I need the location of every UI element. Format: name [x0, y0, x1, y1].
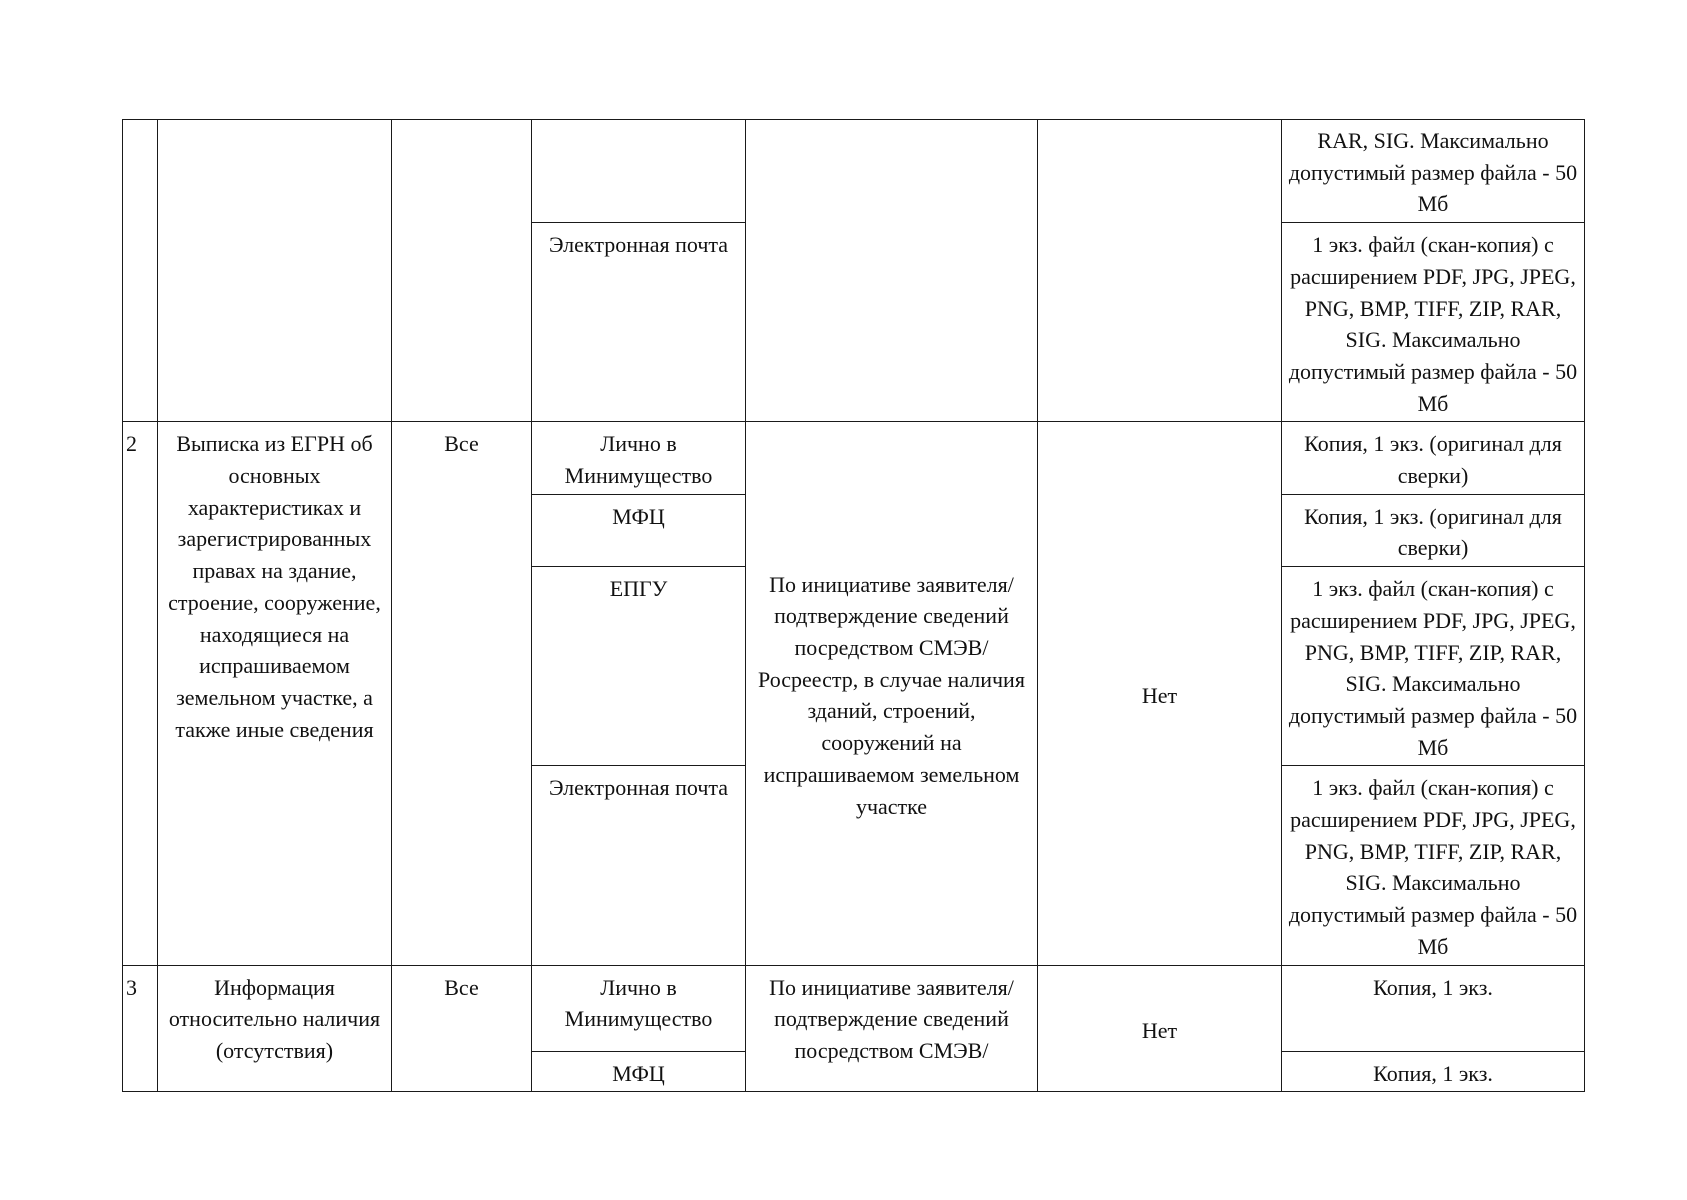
- row-number: 3: [123, 965, 158, 1092]
- format-cell: Копия, 1 экз.: [1282, 1051, 1585, 1092]
- num-cell-empty: [123, 120, 158, 422]
- doc-name-cell-empty: [158, 120, 392, 422]
- channel-cell-empty: [532, 120, 746, 223]
- doc-name-cell: Выписка из ЕГРН об основных характеристиках и зарегистрированных правах на здание, строение, сооружение, находящиеся на испрашиваемом земельном участке, а также иные сведения: [158, 422, 392, 965]
- category-cell: Все: [392, 422, 532, 965]
- condition-cell-empty: [746, 120, 1038, 422]
- format-cell: 1 экз. файл (скан-копия) с расширением PDF, JPG, JPEG, PNG, BMP, TIFF, ZIP, RAR, SIG. Максимально допустимый размер файла - 50 Мб: [1282, 223, 1585, 422]
- channel-cell: Электронная почта: [532, 223, 746, 422]
- channel-cell: МФЦ: [532, 1051, 746, 1092]
- channel-cell: ЕПГУ: [532, 567, 746, 766]
- required-cell: Нет: [1038, 422, 1282, 965]
- doc-name-cell: Информация относительно наличия (отсутствия): [158, 965, 392, 1092]
- category-cell-empty: [392, 120, 532, 422]
- row-number: 2: [123, 422, 158, 965]
- document-table: [122, 119, 1585, 1092]
- table-row: [123, 120, 1585, 223]
- required-cell-empty: [1038, 120, 1282, 422]
- table-row: [123, 965, 1585, 1051]
- condition-cell: По инициативе заявителя/ подтверждение сведений посредством СМЭВ/: [746, 965, 1038, 1092]
- table-row: [123, 422, 1585, 494]
- format-cell: 1 экз. файл (скан-копия) с расширением PDF, JPG, JPEG, PNG, BMP, TIFF, ZIP, RAR, SIG. Максимально допустимый размер файла - 50 Мб: [1282, 766, 1585, 965]
- format-cell: Копия, 1 экз. (оригинал для сверки): [1282, 422, 1585, 494]
- format-cell: Копия, 1 экз. (оригинал для сверки): [1282, 494, 1585, 566]
- channel-cell: Лично в Минимущество: [532, 965, 746, 1051]
- format-cell: 1 экз. файл (скан-копия) с расширением PDF, JPG, JPEG, PNG, BMP, TIFF, ZIP, RAR, SIG. Максимально допустимый размер файла - 50 Мб: [1282, 567, 1585, 766]
- channel-cell: Лично в Минимущество: [532, 422, 746, 494]
- format-cell: RAR, SIG. Максимально допустимый размер файла - 50 Мб: [1282, 120, 1585, 223]
- format-cell: Копия, 1 экз.: [1282, 965, 1585, 1051]
- channel-cell: Электронная почта: [532, 766, 746, 965]
- required-cell: Нет: [1038, 965, 1282, 1092]
- channel-cell: МФЦ: [532, 494, 746, 566]
- category-cell: Все: [392, 965, 532, 1092]
- condition-cell: По инициативе заявителя/ подтверждение сведений посредством СМЭВ/ Росреестр, в случае наличия зданий, строений, сооружений на испрашиваемом земельном участке: [746, 422, 1038, 965]
